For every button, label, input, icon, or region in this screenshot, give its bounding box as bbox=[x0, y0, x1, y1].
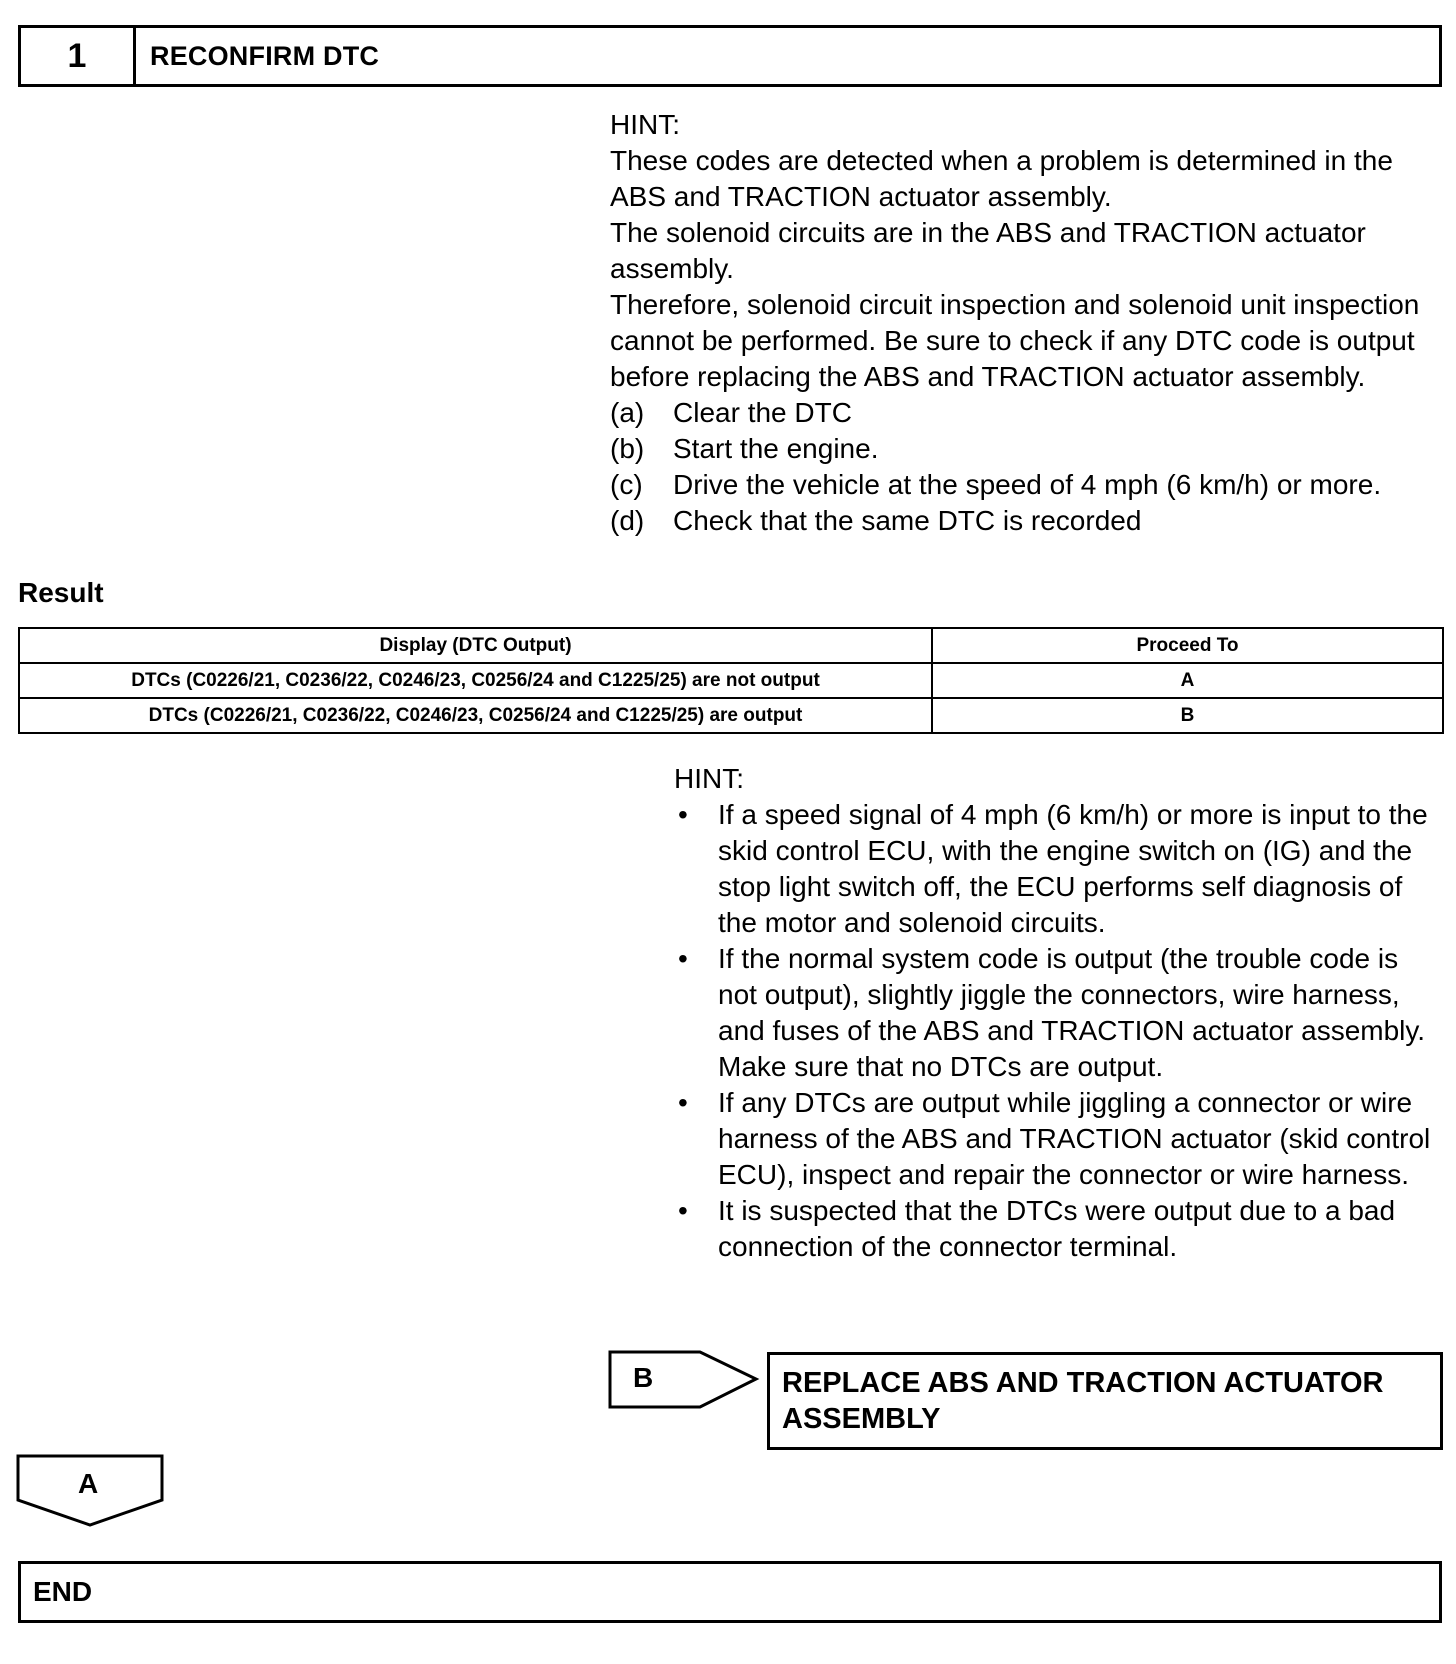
table-cell: B bbox=[932, 698, 1443, 733]
table-row bbox=[19, 698, 1443, 733]
hint-label: HINT: bbox=[610, 109, 680, 140]
step-header bbox=[18, 25, 1442, 87]
b-arrow-shape bbox=[608, 1350, 766, 1410]
table-row bbox=[19, 663, 1443, 698]
result-label: Result bbox=[18, 577, 104, 608]
procedure-item bbox=[610, 395, 1440, 431]
step-title: RECONFIRM DTC bbox=[150, 40, 380, 71]
hint-block-2 bbox=[674, 761, 1444, 1265]
bullet-mark: • bbox=[678, 1087, 688, 1118]
hint-bullet-item bbox=[674, 941, 1444, 1085]
a-arrow-label: A bbox=[78, 1468, 99, 1499]
hint-bullet-list bbox=[674, 797, 1444, 1265]
procedure-mark: (a) bbox=[610, 397, 645, 428]
hint-bullet-item bbox=[674, 1193, 1444, 1265]
hint-bullet-text: If the normal system code is output (the trouble code is not output), slightly jiggle the connectors, wire harness, and fuses of the ABS and TRACTION actuator assembly. Make sure that no DTCs are output. bbox=[718, 943, 1426, 1082]
procedure-item bbox=[610, 431, 1440, 467]
procedure-text: Check that the same DTC is recorded bbox=[673, 505, 1142, 536]
procedure-text: Clear the DTC bbox=[673, 397, 852, 428]
hint-block-1 bbox=[610, 107, 1440, 539]
procedure-mark: (c) bbox=[610, 469, 643, 500]
result-table bbox=[18, 627, 1444, 734]
procedure-list bbox=[610, 395, 1440, 539]
table-header-display: Display (DTC Output) bbox=[19, 628, 932, 663]
hint-bullet-text: If a speed signal of 4 mph (6 km/h) or more is input to the skid control ECU, with the engine switch on (IG) and the stop light switch off, the ECU performs self diagnosis of the motor and solenoid circuits. bbox=[718, 799, 1428, 938]
hint-paragraph: These codes are detected when a problem is determined in the ABS and TRACTION actuator assembly. bbox=[610, 145, 1393, 212]
table-cell: DTCs (C0226/21, C0236/22, C0246/23, C0256/24 and C1225/25) are not output bbox=[19, 663, 932, 698]
end-box: END bbox=[18, 1561, 1442, 1623]
procedure-mark: (b) bbox=[610, 433, 645, 464]
procedure-item bbox=[610, 503, 1440, 539]
procedure-text: Drive the vehicle at the speed of 4 mph (6 km/h) or more. bbox=[673, 469, 1382, 500]
replace-action-box: REPLACE ABS AND TRACTION ACTUATOR ASSEMBLY bbox=[767, 1352, 1443, 1450]
hint-bullet-item bbox=[674, 797, 1444, 941]
bullet-mark: • bbox=[678, 1195, 688, 1226]
table-cell: DTCs (C0226/21, C0236/22, C0246/23, C0256/24 and C1225/25) are output bbox=[19, 698, 932, 733]
procedure-mark: (d) bbox=[610, 505, 645, 536]
hint-paragraph: The solenoid circuits are in the ABS and TRACTION actuator assembly. bbox=[610, 217, 1366, 284]
procedure-text: Start the engine. bbox=[673, 433, 879, 464]
step-number: 1 bbox=[21, 28, 136, 84]
hint-bullet-text: It is suspected that the DTCs were output due to a bad connection of the connector terminal. bbox=[718, 1195, 1396, 1262]
hint-label: HINT: bbox=[674, 763, 744, 794]
table-header-row bbox=[19, 628, 1443, 663]
b-arrow-label: B bbox=[633, 1362, 654, 1393]
bullet-mark: • bbox=[678, 943, 688, 974]
table-cell: A bbox=[932, 663, 1443, 698]
hint-bullet-text: If any DTCs are output while jiggling a connector or wire harness of the ABS and TRACTION actuator (skid control ECU), inspect and repair the connector or wire harness. bbox=[718, 1087, 1431, 1190]
hint-bullet-item bbox=[674, 1085, 1444, 1193]
bullet-mark: • bbox=[678, 799, 688, 830]
hint-paragraph: Therefore, solenoid circuit inspection and solenoid unit inspection cannot be performed. Be sure to check if any DTC code is output before replacing the ABS and TRACTION actuator assembly. bbox=[610, 289, 1420, 392]
procedure-item bbox=[610, 467, 1440, 503]
table-header-proceed: Proceed To bbox=[932, 628, 1443, 663]
